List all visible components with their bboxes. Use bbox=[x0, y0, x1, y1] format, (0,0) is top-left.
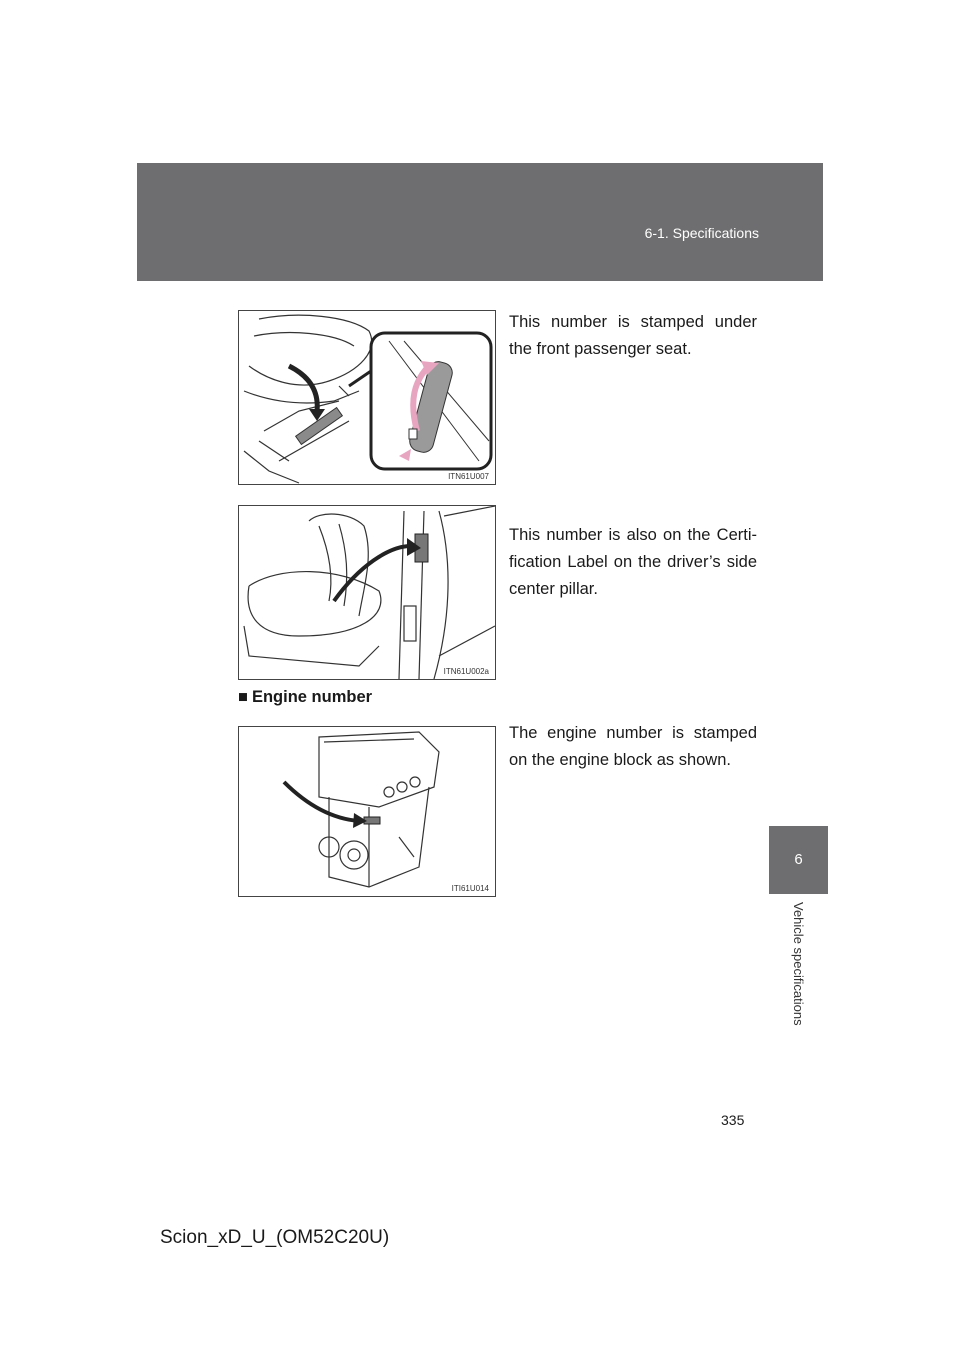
figure-description: This number is stamped under the front passenger seat. bbox=[509, 313, 757, 358]
figure-center-pillar bbox=[238, 505, 496, 680]
document-id: Scion_xD_U_(OM52C20U) bbox=[160, 1227, 390, 1248]
bullet-square-icon: ■ bbox=[238, 688, 248, 706]
header-band bbox=[137, 163, 823, 281]
figure-description: The engine number is stamped on the engine block as shown. bbox=[509, 724, 757, 769]
page-number: 335 bbox=[721, 1112, 745, 1128]
subheading bbox=[238, 688, 372, 707]
figure-engine-block bbox=[238, 726, 496, 897]
engine-illustration bbox=[239, 727, 495, 896]
chapter-number: 6 bbox=[794, 851, 803, 868]
figure-seat-underside bbox=[238, 310, 496, 485]
section-title: 6-1. Specifications bbox=[644, 225, 759, 241]
figure-description: This number is also on the Certi-fication Label on the driver’s side center pillar. bbox=[509, 526, 757, 598]
chapter-label: Vehicle specifications bbox=[791, 902, 806, 1026]
seat-illustration bbox=[239, 311, 495, 484]
chapter-label-wrap bbox=[791, 902, 826, 1032]
figure-code: ITI61U014 bbox=[451, 884, 489, 893]
figure-code: ITN61U002a bbox=[443, 667, 489, 676]
figure-code: ITN61U007 bbox=[448, 472, 489, 481]
subheading-title: Engine number bbox=[251, 688, 373, 706]
chapter-tab bbox=[769, 826, 828, 894]
pillar-illustration bbox=[239, 506, 495, 679]
